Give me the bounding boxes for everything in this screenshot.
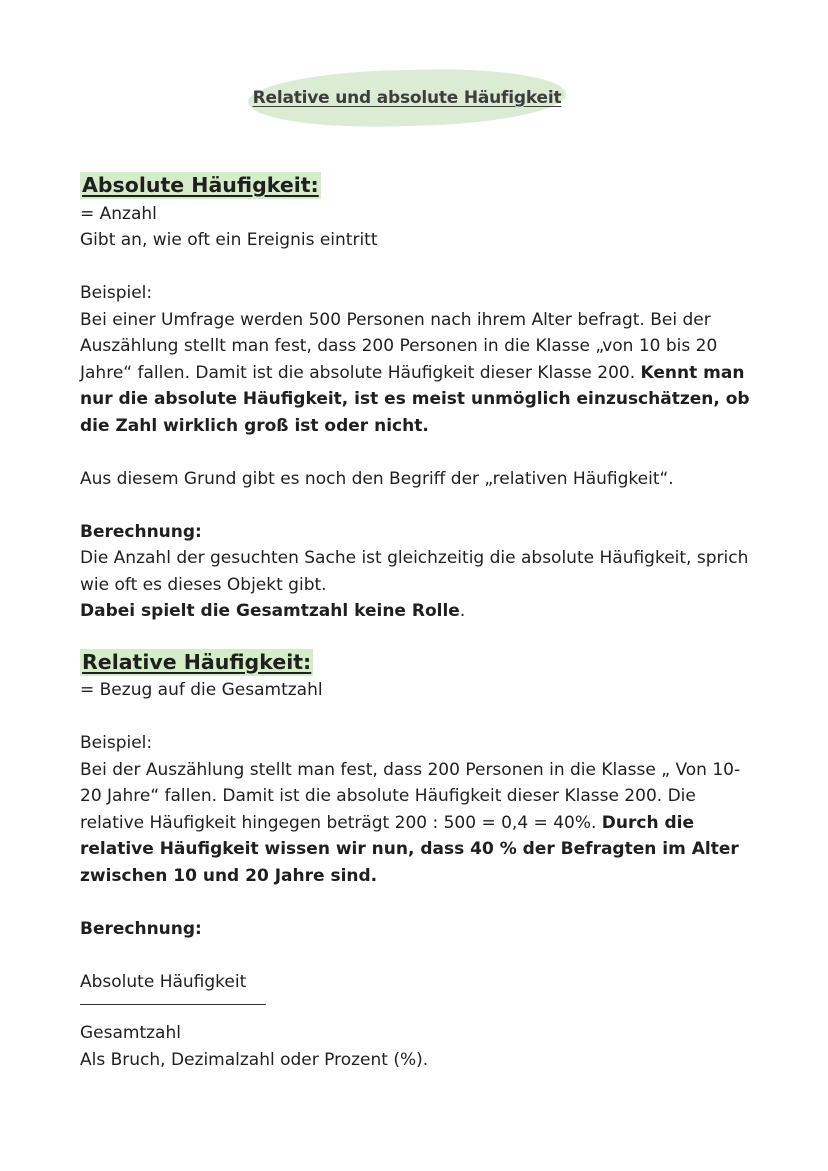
fraction-denominator: Gesamtzahl (80, 1023, 181, 1043)
absolute-example (80, 307, 760, 440)
absolute-calc-text: Die Anzahl der gesuchten Sache ist gleichzeitig die absolute Häufigkeit, sprich wie oft es dieses Objekt gibt. (80, 548, 749, 595)
relative-formats: Als Bruch, Dezimalzahl oder Prozent (%). (80, 1049, 429, 1070)
absolute-example-text: Bei einer Umfrage werden 500 Personen nach ihrem Alter befragt. Bei der Auszählung stellt man fest, dass 200 Personen in die Klasse „von 10 bis 20 Jahre“ fallen. Damit ist die absolute Häufigkeit dieser Klasse 200. (80, 309, 718, 383)
absolute-example-label: Beispiel: (80, 283, 153, 303)
absolute-example-bold: Kennt man nur die absolute Häufigkeit, ist es meist unmöglich einzuschätzen, ob die Zahl wirklich groß ist oder nicht. (80, 362, 750, 436)
relative-example-text: Bei der Auszählung stellt man fest, dass 200 Personen in die Klasse „ Von 10-20 Jahre“ fallen. Damit ist die absolute Häufigkeit dieser Klasse 200. Die relative Häufigkeit hingegen beträgt 200 : 500 = 0,4 = 40%. (80, 759, 741, 833)
absolute-reason: Aus diesem Grund gibt es noch den Begriff der „relativen Häufigkeit“. (80, 468, 674, 489)
absolute-calc-note (80, 598, 760, 625)
page-title: Relative und absolute Häufigkeit (252, 88, 562, 108)
relative-calc-label: Berechnung: (80, 918, 202, 939)
absolute-definition: = Anzahl (80, 203, 157, 224)
title-badge (248, 70, 566, 126)
relative-example-label: Beispiel: (80, 733, 153, 753)
absolute-description: Gibt an, wie oft ein Ereignis eintritt (80, 230, 378, 250)
absolute-calc-label: Berechnung: (80, 521, 202, 542)
absolute-heading: Absolute Häufigkeit: (82, 173, 319, 197)
relative-definition: = Bezug auf die Gesamtzahl (80, 680, 323, 700)
fraction-bar (80, 1004, 266, 1005)
relative-heading: Relative Häufigkeit: (82, 649, 312, 674)
fraction-numerator: Absolute Häufigkeit (80, 971, 247, 992)
relative-example (80, 757, 760, 890)
absolute-calc-bold: Dabei spielt die Gesamtzahl keine Rolle (80, 601, 460, 621)
relative-example-bold: Durch die relative Häufigkeit wissen wir nun, dass 40 % der Befragten im Alter zwischen 10 und 20 Jahre sind. (80, 812, 739, 886)
document-body (80, 172, 760, 1073)
absolute-calc-period: . (459, 601, 466, 621)
